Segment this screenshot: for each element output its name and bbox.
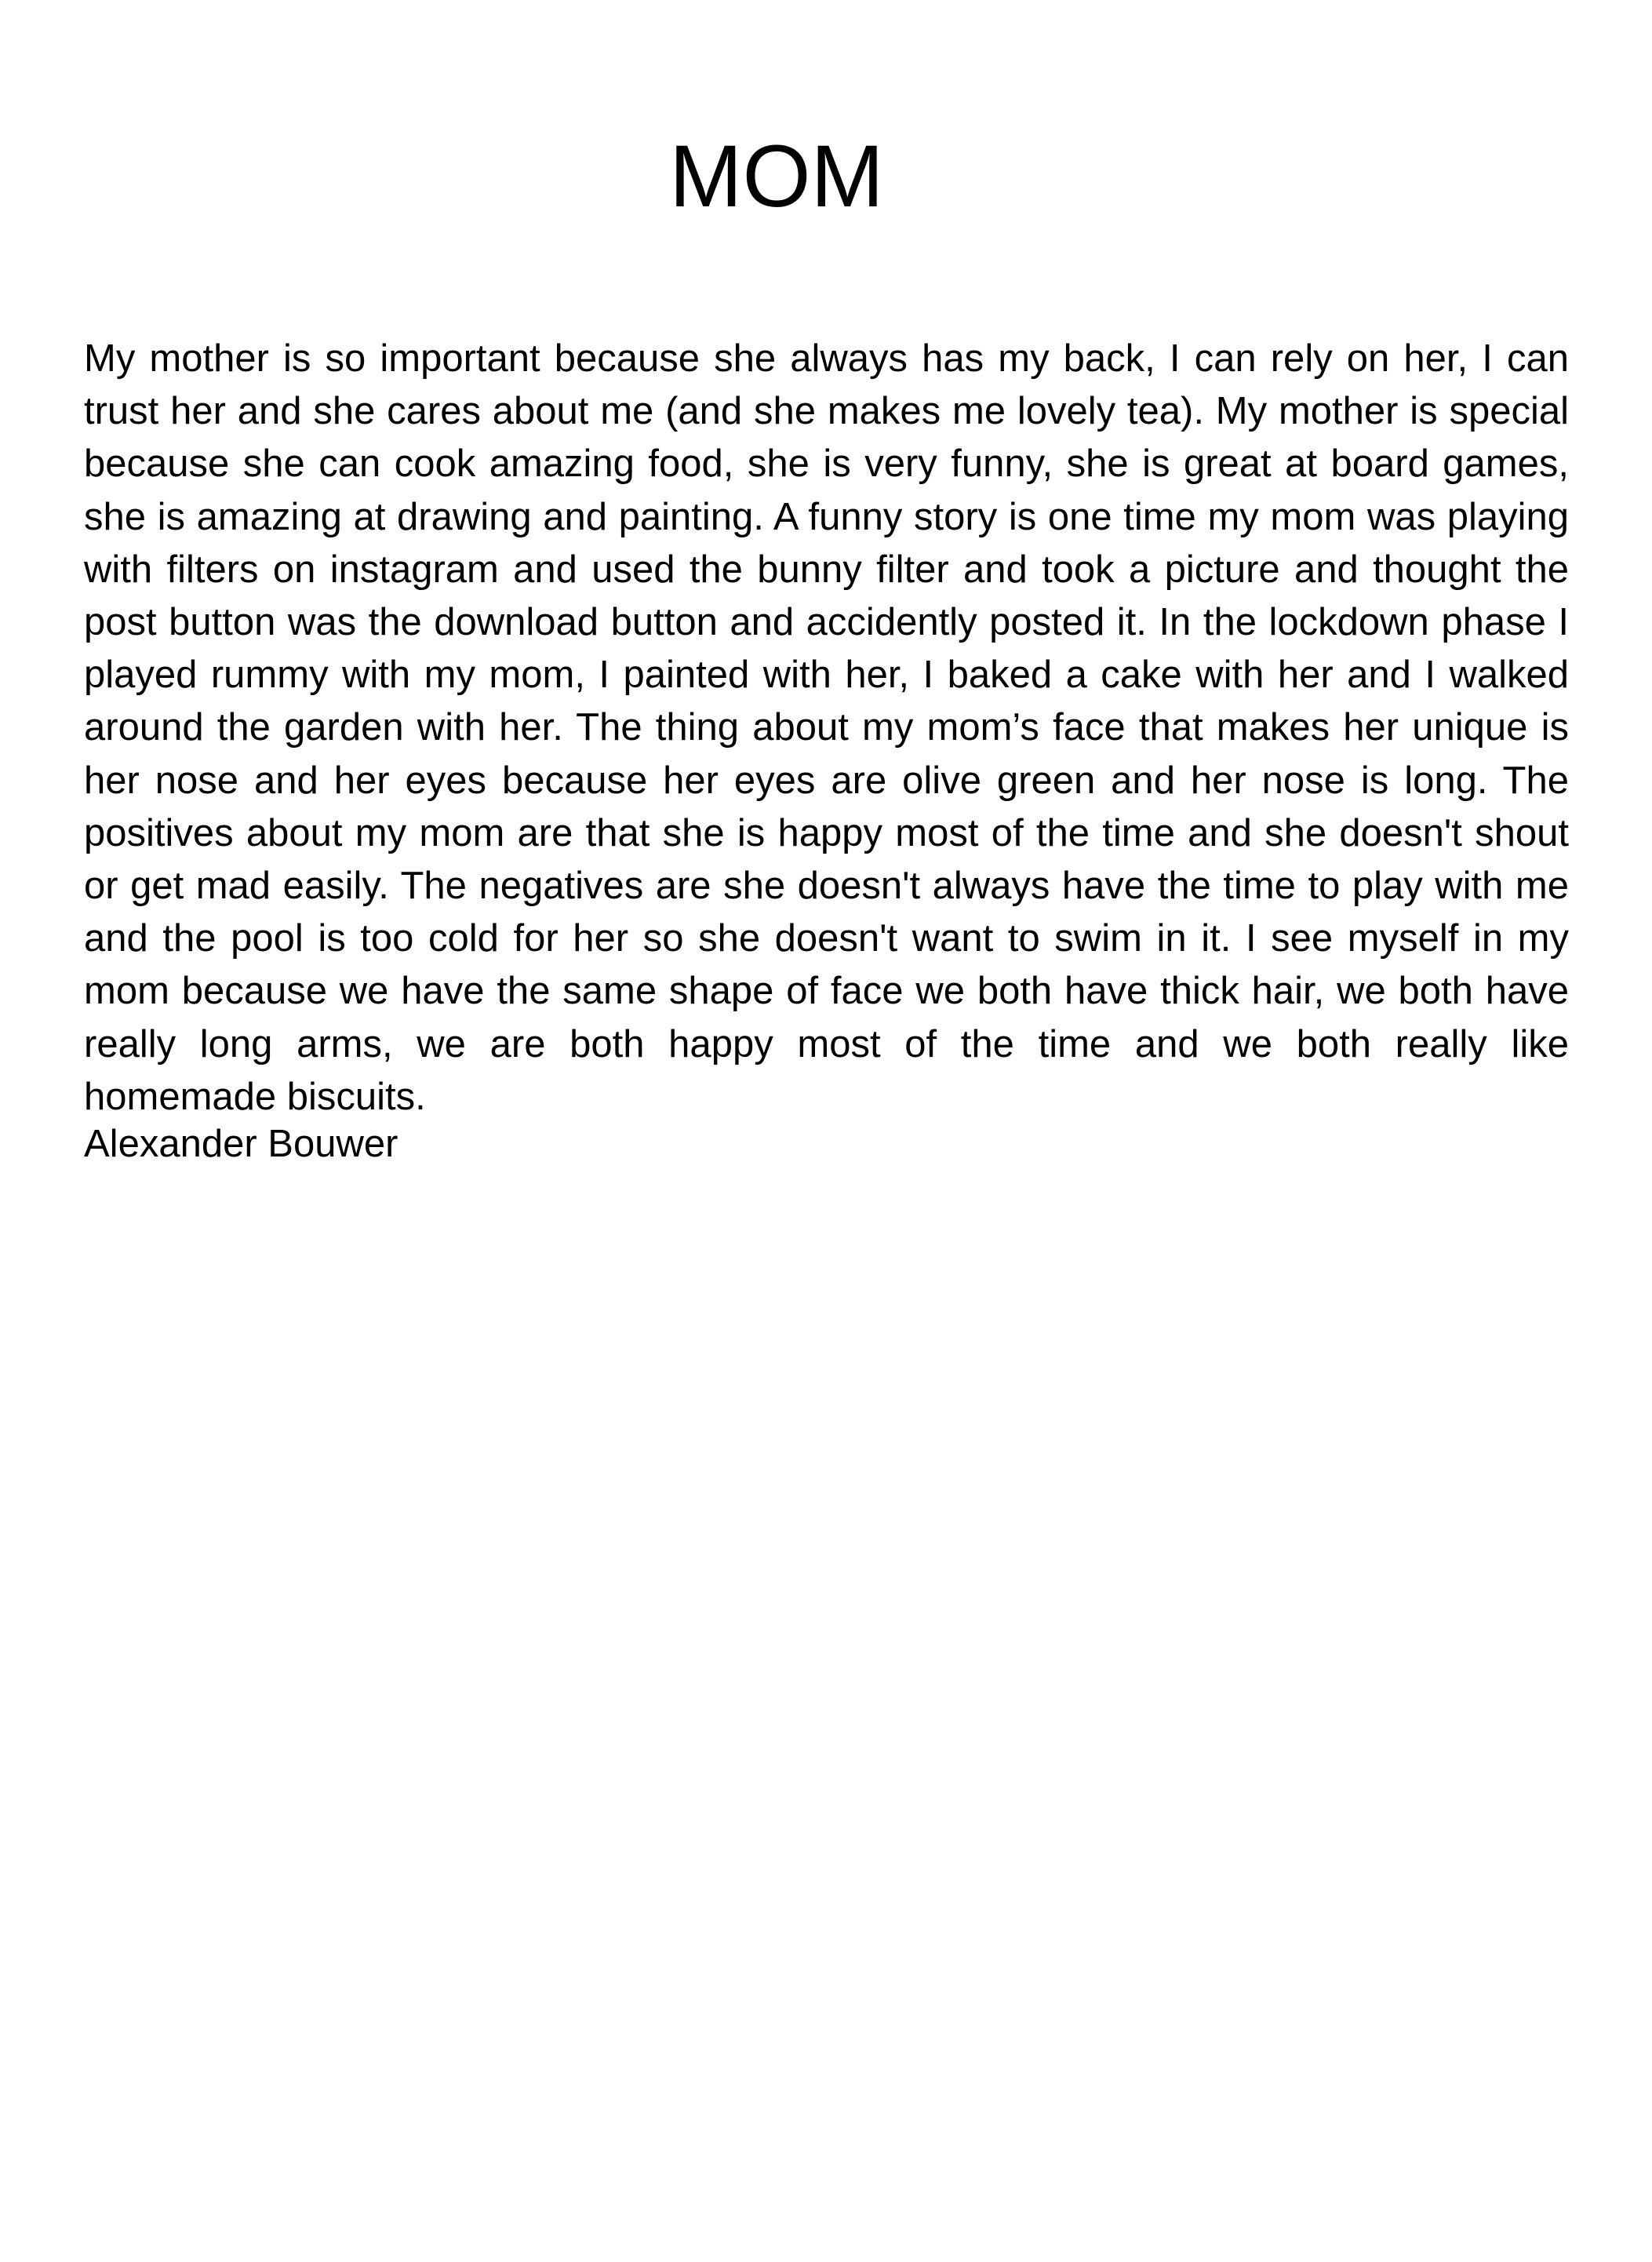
author-name: Alexander Bouwer <box>84 1123 398 1165</box>
document-title: MOM <box>669 127 884 225</box>
essay-paragraph: My mother is so important because she always has my back, I can rely on her, I can trust her and she cares about me (and she makes me lovely tea). My mother is special because she can cook amazing food, she is very funny, she is great at board games, she is amazing at drawing and painting. A funny story is one time my mom was playing with filters on instagram and used the bunny filter and took a picture and thought the post button was the download button and accidently posted it. In the lockdown phase I played rummy with my mom, I painted with her, I baked a cake with her and I walked around the garden with her. The thing about my mom’s face that makes her unique is her nose and her eyes because her eyes are olive green and her nose is long. The positives about my mom are that she is happy most of the time and she doesn't shout or get mad easily. The negatives are she doesn't always have the time to play with me and the pool is too cold for her so she doesn't want to swim in it. I see myself in my mom because we have the same shape of face we both have thick hair, we both have really long arms, we are both happy most of the time and we both really like homemade biscuits. <box>84 337 1569 1118</box>
